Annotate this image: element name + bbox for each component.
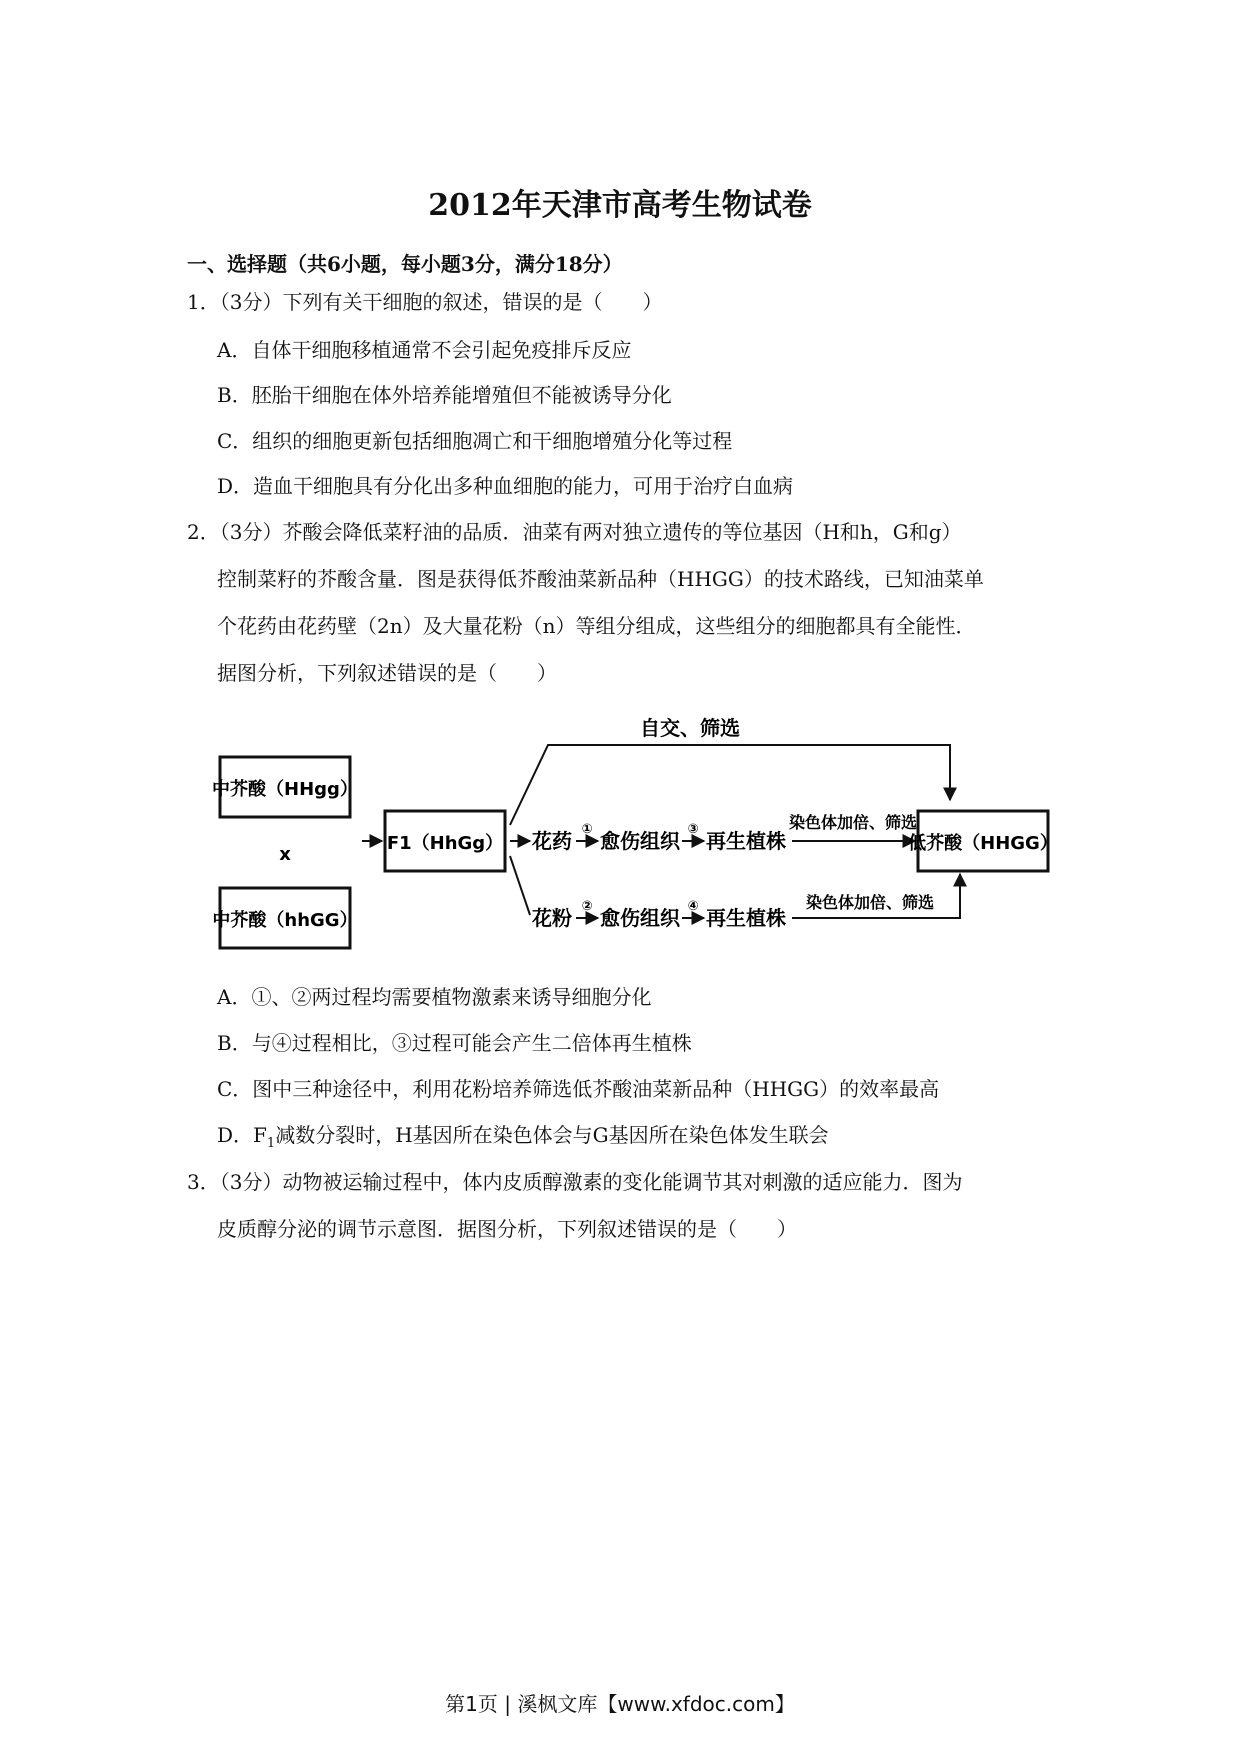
question-1-option-b: B．胚胎干细胞在体外培养能增殖但不能被诱导分化 — [217, 383, 672, 407]
branch-to-pollen — [510, 856, 530, 915]
question-2-option-a: A．①、②两过程均需要植物激素来诱导细胞分化 — [217, 985, 652, 1009]
question-1-option-a: A．自体干细胞移植通常不会引起免疫排斥反应 — [217, 338, 632, 362]
callus-bottom-label: 愈伤组织 — [600, 906, 680, 930]
step-3-marker: ③ — [687, 822, 699, 837]
page-footer: 第1页 | 溪枫文库【www.xfdoc.com】 — [445, 1692, 795, 1716]
regen-top-label: 再生植株 — [706, 829, 786, 853]
pollen-label: 花粉 — [532, 906, 572, 930]
question-2-option-d: D．$F_1$减数分裂时，H基因所在染色体会与G基因所在染色体发生联会 — [217, 1123, 829, 1151]
section-heading: 一、选择题（共6小题，每小题3分，满分18分） — [187, 252, 623, 276]
question-2-stem-line-4: 据图分析，下列叙述错误的是（ ） — [217, 661, 557, 685]
callus-top-label: 愈伤组织 — [600, 829, 680, 853]
question-2-stem-line-2: 控制菜籽的芥酸含量．图是获得低芥酸油菜新品种（HHGG）的技术路线，已知油菜单 — [217, 567, 984, 591]
self-cross-label: 自交、筛选 — [640, 716, 740, 740]
question-2-stem-line-3: 个花药由花药壁（2n）及大量花粉（n）等组分组成，这些组分的细胞都具有全能性． — [217, 614, 976, 638]
question-1-option-c: C．组织的细胞更新包括细胞凋亡和干细胞增殖分化等过程 — [217, 429, 733, 453]
cross-symbol: x — [279, 844, 291, 865]
step-1-marker: ① — [581, 822, 593, 837]
question-1-stem: 1．（3分）下列有关干细胞的叙述，错误的是（ ） — [187, 290, 663, 314]
f1-label: F1（HhGg） — [386, 833, 504, 854]
parent-1-label: 中芥酸（HHgg） — [212, 779, 358, 800]
question-2-stem-line-1: 2．（3分）芥酸会降低菜籽油的品质．油菜有两对独立遗传的等位基因（H和h，G和g） — [187, 520, 962, 544]
step-4-marker: ④ — [687, 899, 699, 914]
parent-2-label: 中芥酸（hhGG） — [212, 910, 358, 931]
double-bottom-label: 染色体加倍、筛选 — [805, 893, 935, 912]
question-2-option-b: B．与④过程相比，③过程可能会产生二倍体再生植株 — [217, 1031, 692, 1055]
anther-label: 花药 — [532, 829, 572, 853]
step-2-marker: ② — [581, 899, 593, 914]
question-1-option-d: D．造血干细胞具有分化出多种血细胞的能力，可用于治疗白血病 — [217, 474, 794, 498]
regen-bottom-label: 再生植株 — [706, 906, 786, 930]
breeding-flow-diagram — [210, 700, 1060, 950]
question-3-stem-line-1: 3．（3分）动物被运输过程中，体内皮质醇激素的变化能调节其对刺激的适应能力．图为 — [187, 1170, 963, 1194]
page-title: 2012年天津市高考生物试卷 — [428, 188, 812, 223]
question-2-option-c: C．图中三种途径中，利用花粉培养筛选低芥酸油菜新品种（HHGG）的效率最高 — [217, 1077, 940, 1101]
question-3-stem-line-2: 皮质醇分泌的调节示意图．据图分析，下列叙述错误的是（ ） — [217, 1217, 797, 1241]
double-top-label: 染色体加倍、筛选 — [788, 813, 918, 832]
result-label: 低芥酸（HHGG） — [908, 833, 1058, 854]
